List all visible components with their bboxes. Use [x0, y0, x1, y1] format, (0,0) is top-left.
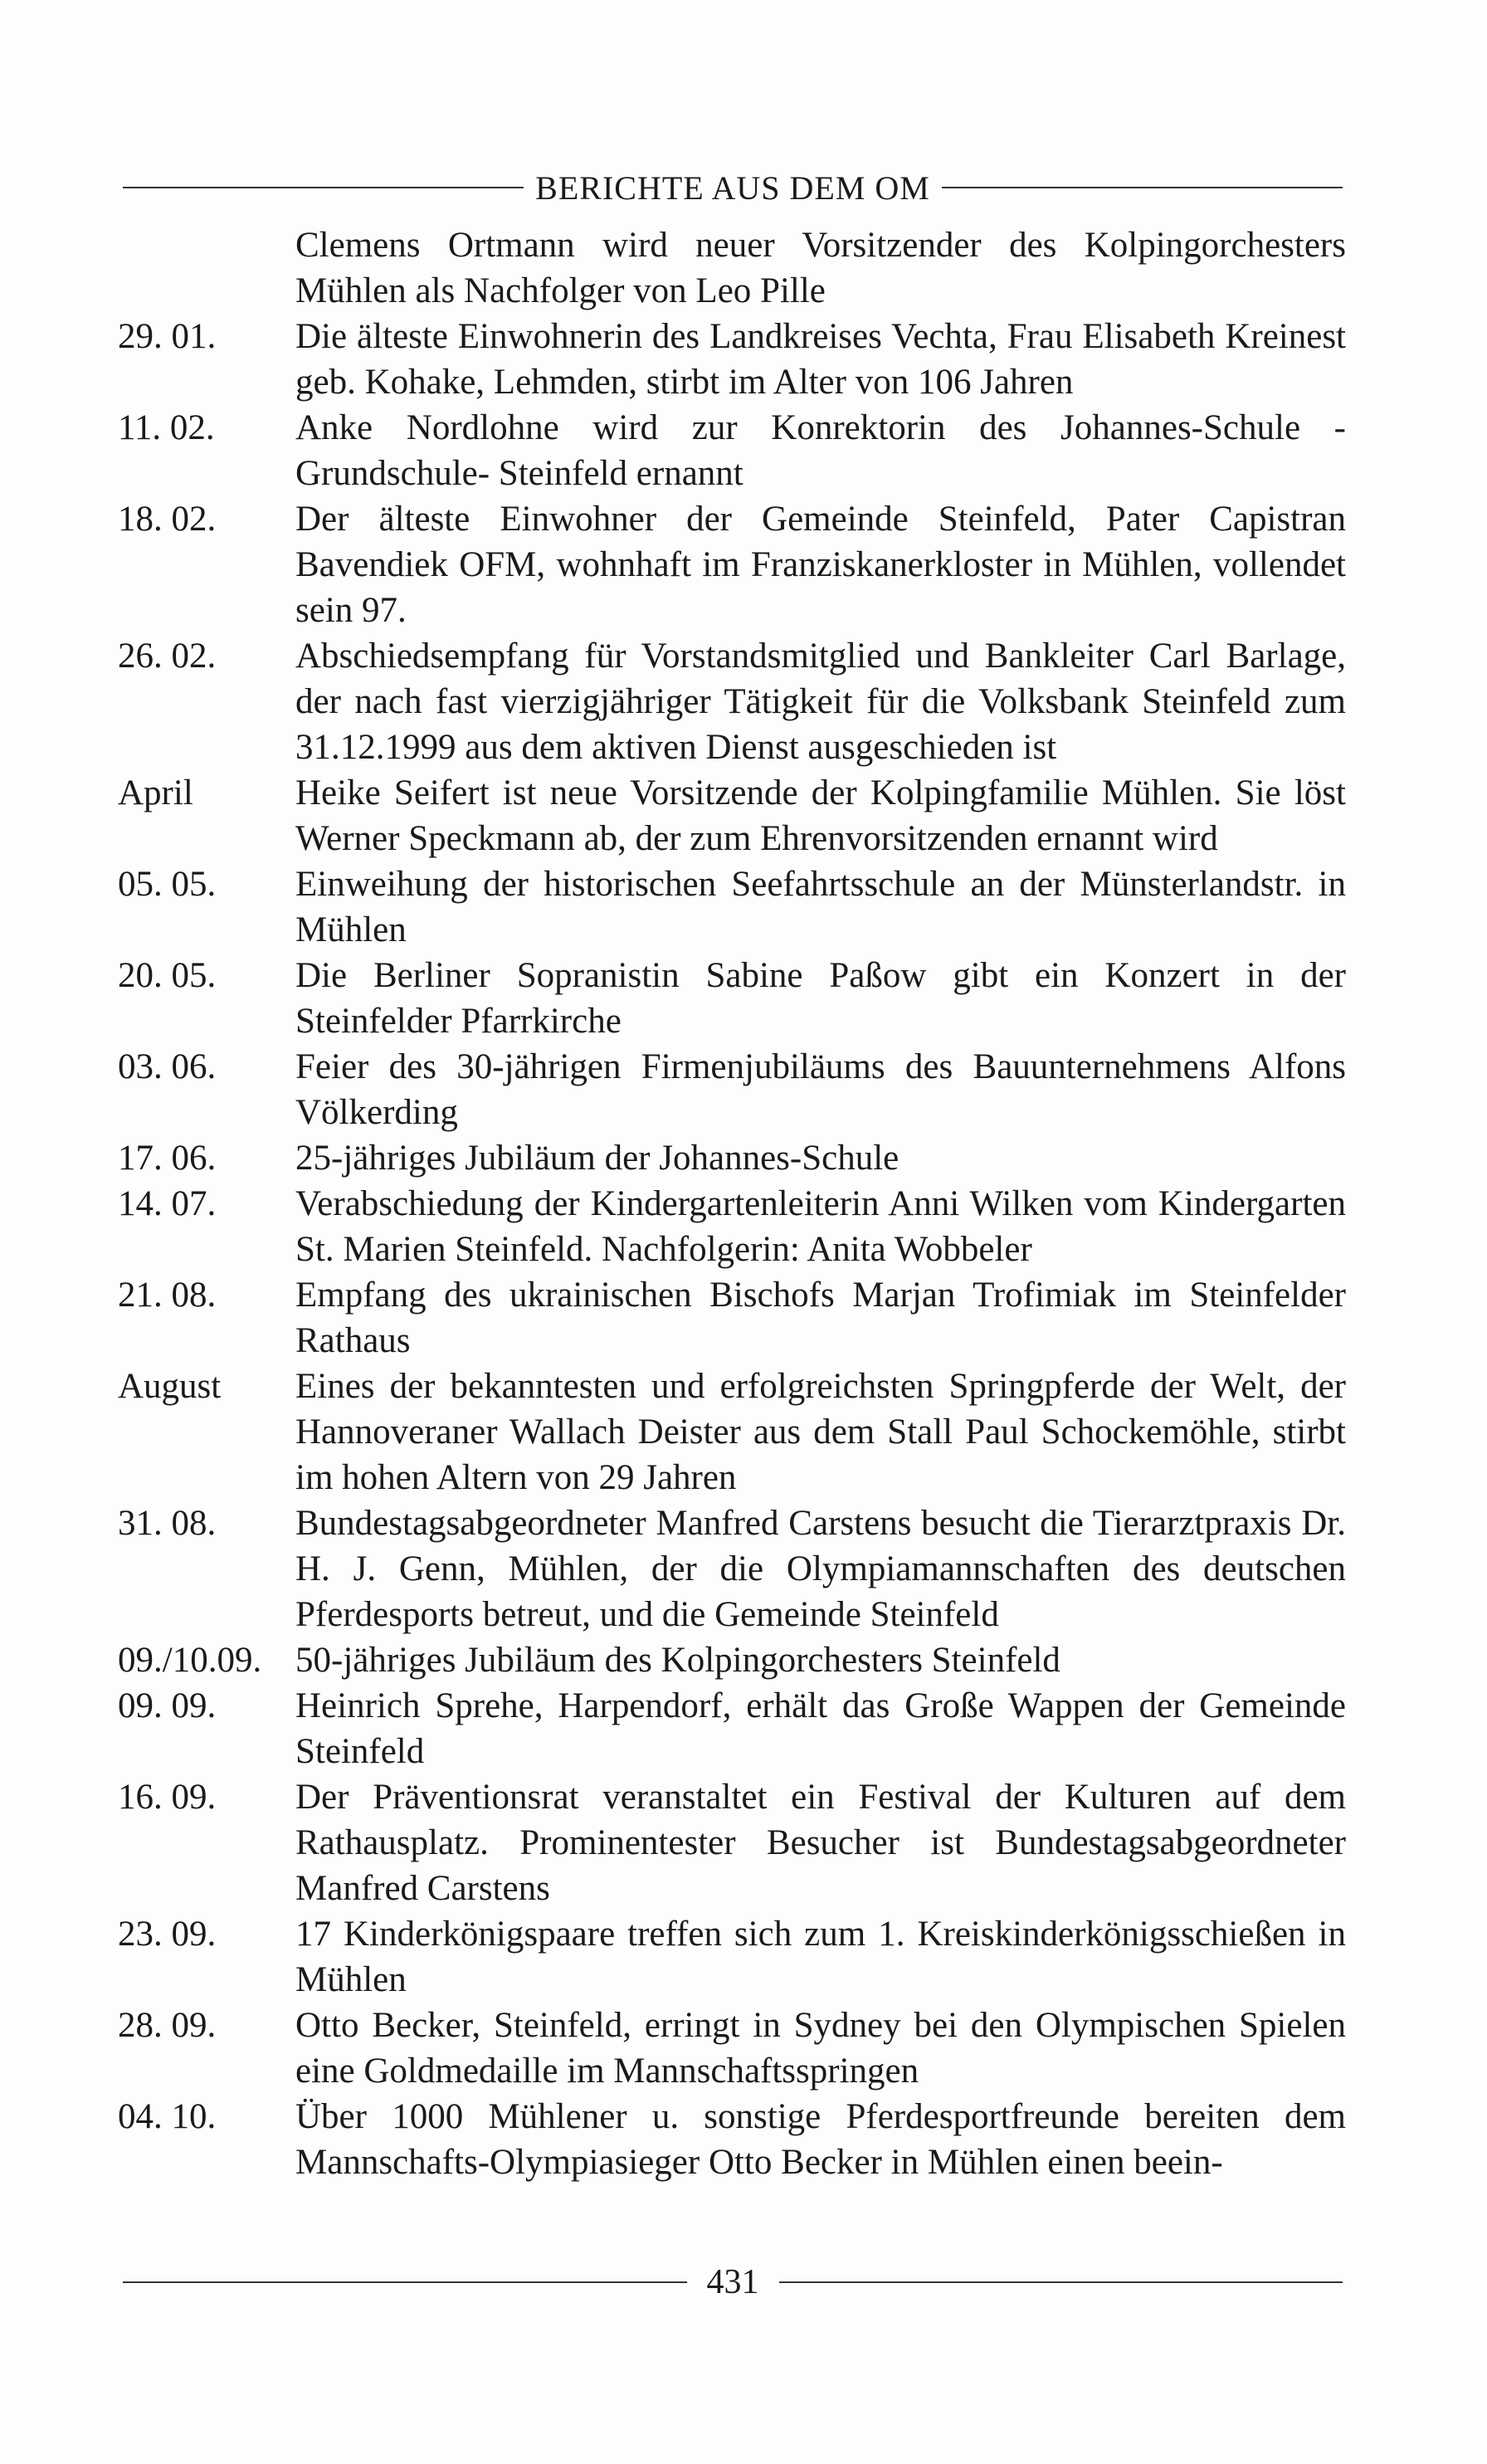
chronicle-entry — [118, 496, 1346, 633]
chronicle-entry — [118, 633, 1346, 770]
entry-date: 21. 08. — [118, 1276, 217, 1315]
chronicle-entry — [118, 770, 1346, 861]
entry-text: Bundestagsabgeordneter Manfred Carstens besucht die Tierarztpraxis Dr. H. J. Genn, Mühlen, der die Olympiamannschaften des deutschen Pferdesports betreut, und die Gemeinde Steinfeld — [295, 1504, 1346, 1634]
entry-date: 14. 07. — [118, 1184, 217, 1223]
chronicle-entry — [118, 314, 1346, 405]
entry-text: 50-jähriges Jubiläum des Kolpingorchesters Steinfeld — [295, 1641, 1060, 1680]
entry-text: 17 Kinderkönigspaare treffen sich zum 1. Kreiskinderkönigsschießen in Mühlen — [295, 1915, 1346, 1999]
entry-text: Anke Nordlohne wird zur Konrektorin des Johannes-Schule -Grundschule- Steinfeld ernannt — [295, 408, 1346, 493]
header-rule-left — [123, 187, 524, 188]
entry-date: 16. 09. — [118, 1778, 217, 1817]
footer-rule-right — [779, 2281, 1343, 2283]
chronicle-entry — [118, 1683, 1346, 1774]
entry-date: 20. 05. — [118, 956, 217, 995]
header-rule-right — [942, 187, 1343, 188]
running-header — [123, 163, 1343, 212]
chronicle-entry — [118, 2003, 1346, 2094]
entry-date: 29. 01. — [118, 317, 217, 356]
entry-date: 28. 09. — [118, 2006, 217, 2045]
chronicle-entry — [118, 1500, 1346, 1637]
entry-text: Clemens Ortmann wird neuer Vorsitzender des Kolpingorchesters Mühlen als Nachfolger von Leo Pille — [295, 226, 1346, 310]
entry-text: Einweihung der historischen Seefahrtsschule an der Münsterlandstr. in Mühlen — [295, 865, 1346, 949]
chronicle-entry — [118, 1774, 1346, 1911]
footer-rule-left — [123, 2281, 687, 2283]
chronicle-entry — [118, 861, 1346, 953]
chronicle-entry — [118, 405, 1346, 496]
entry-date: 09./10.09. — [118, 1641, 262, 1680]
entry-text: Über 1000 Mühlener u. sonstige Pferdesportfreunde bereiten dem Mannschafts-Olympiasieger Otto Becker in Mühlen einen beein- — [295, 2097, 1346, 2182]
chronicle-entry — [118, 1637, 1346, 1683]
entry-date: 05. 05. — [118, 865, 217, 904]
entry-text: Empfang des ukrainischen Bischofs Marjan Trofimiak im Steinfelder Rathaus — [295, 1276, 1346, 1360]
entry-text: Verabschiedung der Kindergartenleiterin Anni Wilken vom Kindergarten St. Marien Steinfeld. Nachfolgerin: Anita Wobbeler — [295, 1184, 1346, 1269]
entry-date: 23. 09. — [118, 1915, 217, 1954]
entry-text: Der älteste Einwohner der Gemeinde Steinfeld, Pater Capistran Bavendiek OFM, wohnhaft im Franziskanerkloster in Mühlen, vollendet sein 97. — [295, 500, 1346, 630]
entry-date: 11. 02. — [118, 408, 215, 447]
entry-date: 04. 10. — [118, 2097, 217, 2136]
entry-text: Feier des 30-jährigen Firmenjubiläums des Bauunternehmens Alfons Völkerding — [295, 1047, 1346, 1132]
entry-date: 31. 08. — [118, 1504, 217, 1543]
chronicle-entry — [118, 953, 1346, 1044]
page-number: 431 — [706, 2263, 759, 2301]
entry-date: 17. 06. — [118, 1139, 217, 1178]
chronicle-entry — [118, 1272, 1346, 1364]
chronicle-entry — [118, 1135, 1346, 1181]
entry-text: Abschiedsempfang für Vorstandsmitglied und Bankleiter Carl Barlage, der nach fast vierzigjähriger Tätigkeit für die Volksbank Steinfeld zum 31.12.1999 aus dem aktiven Dienst ausgeschieden ist — [295, 637, 1346, 767]
entry-text: Eines der bekanntesten und erfolgreichsten Springpferde der Welt, der Hannoveraner Wallach Deister aus dem Stall Paul Schockemöhle, stirbt im hohen Altern von 29 Jahren — [295, 1367, 1346, 1497]
entry-text: Die älteste Einwohnerin des Landkreises Vechta, Frau Elisabeth Kreinest geb. Kohake, Lehmden, stirbt im Alter von 106 Jahren — [295, 317, 1346, 402]
chronicle-entry — [118, 1364, 1346, 1500]
chronicle-entry — [118, 2094, 1346, 2185]
entry-date: 26. 02. — [118, 637, 217, 676]
entry-text: Heike Seifert ist neue Vorsitzende der Kolpingfamilie Mühlen. Sie löst Werner Speckmann ab, der zum Ehrenvorsitzenden ernannt wird — [295, 773, 1346, 858]
entry-text: Die Berliner Sopranistin Sabine Paßow gibt ein Konzert in der Steinfelder Pfarrkirche — [295, 956, 1346, 1041]
entry-date: April — [118, 773, 193, 812]
entry-text: Der Präventionsrat veranstaltet ein Festival der Kulturen auf dem Rathausplatz. Prominentester Besucher ist Bundestagsabgeordneter Manfred Carstens — [295, 1778, 1346, 1908]
chronicle-entry — [118, 1181, 1346, 1272]
entry-text: Heinrich Sprehe, Harpendorf, erhält das Große Wappen der Gemeinde Steinfeld — [295, 1686, 1346, 1771]
header-title: BERICHTE AUS DEM OM — [535, 168, 930, 207]
entry-text: 25-jähriges Jubiläum der Johannes-Schule — [295, 1139, 900, 1178]
chronicle-entry — [118, 222, 1346, 314]
entry-text: Otto Becker, Steinfeld, erringt in Sydney bei den Olympischen Spielen eine Goldmedaille im Mannschaftsspringen — [295, 2006, 1346, 2091]
entry-date: August — [118, 1367, 222, 1406]
chronicle-list — [118, 222, 1346, 2185]
page-footer — [123, 2257, 1343, 2307]
entry-date: 18. 02. — [118, 500, 217, 539]
chronicle-entry — [118, 1044, 1346, 1135]
entry-date: 09. 09. — [118, 1686, 217, 1725]
chronicle-entry — [118, 1911, 1346, 2003]
entry-date: 03. 06. — [118, 1047, 217, 1086]
